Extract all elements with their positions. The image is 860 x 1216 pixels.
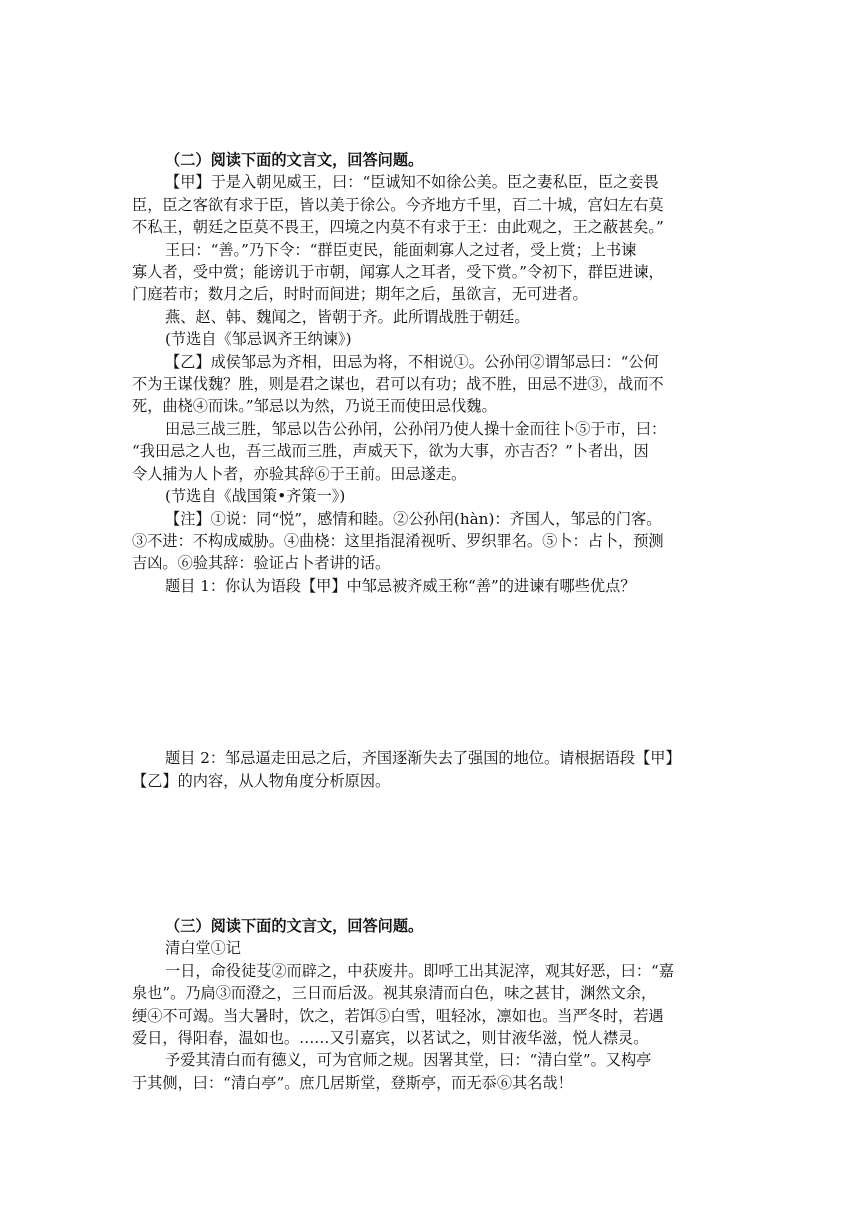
p1-line: 爱日，得阳春，温如也。……又引嘉宾，以茗试之，则甘液华滋，悦人襟灵。: [132, 1028, 649, 1047]
jia-line: 【甲】于是入朝见威王，曰：“臣诚知不如徐公美。臣之妻私臣，臣之妾畏: [165, 173, 659, 192]
wang-line: 王曰：“善。”乃下令：“群臣吏民，能面刺寡人之过者，受上赏；上书谏: [165, 240, 637, 259]
answer-space-2: [132, 792, 730, 915]
question-1: 题目 1：你认为语段【甲】中邹忌被齐威王称“善”的进谏有哪些优点？: [165, 576, 636, 595]
note-line: 【注】①说：同“悦”，感情和睦。②公孙闬(hàn)：齐国人，邹忌的门客。: [165, 509, 662, 528]
jia-line: 不私王，朝廷之臣莫不畏王，四境之内莫不有求于王：由此观之，王之蔽甚矣。”: [132, 218, 664, 237]
document-page: [132, 149, 730, 1094]
essay-title: 清白堂①记: [165, 939, 241, 958]
section-2-heading: （二）阅读下面的文言文，回答问题。: [165, 151, 424, 169]
yan-line: 燕、赵、韩、魏闻之，皆朝于齐。此所谓战胜于朝廷。: [165, 307, 530, 326]
yi-line: 不为王谋伐魏？胜，则是君之谋也，君可以有功；战不胜，田忌不进③，战而不: [132, 375, 664, 394]
answer-space-1: [132, 597, 730, 747]
source-1: (节选自《邹忌讽齐王纳谏》): [165, 330, 352, 349]
section-3-heading: （三）阅读下面的文言文，回答问题。: [165, 916, 424, 935]
tian-line: “我田忌之人也，吾三战而三胜，声威天下，欲为大事，亦吉否？”卜者出，因: [132, 442, 649, 461]
question-2-line: 题目 2：邹忌逼走田忌之后，齐国逐渐失去了强国的地位。请根据语段【甲】: [165, 749, 681, 768]
source-2: (节选自《战国策•齐策一》): [165, 487, 346, 506]
jia-line: 臣，臣之客欲有求于臣，皆以美于徐公。今齐地方千里，百二十城，宫妇左右莫: [132, 195, 664, 214]
p1-line: 绠④不可竭。当大暑时，饮之，若饵⑤白雪，咀轻冰，凛如也。当严冬时，若遇: [132, 1006, 664, 1025]
wang-line: 寡人者，受中赏；能谤讥于市朝，闻寡人之耳者，受下赏。”令初下，群臣进谏，: [132, 263, 664, 282]
note-line: ③不进：不构成威胁。④曲桡：这里指混淆视听、罗织罪名。⑤卜：占卜，预测: [132, 531, 664, 550]
p1-line: 一日，命役徒芟②而辟之，中获废井。即呼工出其泥滓，观其好恶，曰：“嘉: [165, 961, 674, 980]
wang-line: 门庭若市；数月之后，时时而间进；期年之后，虽欲言，无可进者。: [132, 285, 588, 304]
question-2-line: 【乙】的内容，从人物角度分析原因。: [132, 771, 391, 790]
p2-line: 于其侧，曰：“清白亭”。庶几居斯堂，登斯亭，而无忝⑥其名哉！: [132, 1073, 573, 1092]
yi-line: 死，曲桡④而诛。”邹忌以为然，乃说王而使田忌伐魏。: [132, 397, 497, 416]
tian-line: 令人捕为人卜者，亦验其辞⑥于王前。田忌遂走。: [132, 464, 467, 483]
p1-line: 泉也”。乃扃③而澄之，三日而后汲。视其泉清而白色，味之甚甘，渊然文余，: [132, 984, 657, 1003]
note-line: 吉凶。⑥验其辞：验证占卜者讲的话。: [132, 554, 391, 573]
tian-line: 田忌三战三胜，邹忌以告公孙闬，公孙闬乃使人操十金而往卜⑤于市，曰：: [165, 419, 667, 438]
yi-line: 【乙】成侯邹忌为齐相，田忌为将，不相说①。公孙闬②谓邹忌曰：“公何: [165, 352, 659, 371]
p2-line: 予爱其清白而有德义，可为官师之规。因署其堂，曰：“清白堂”。又构亭: [165, 1051, 652, 1070]
